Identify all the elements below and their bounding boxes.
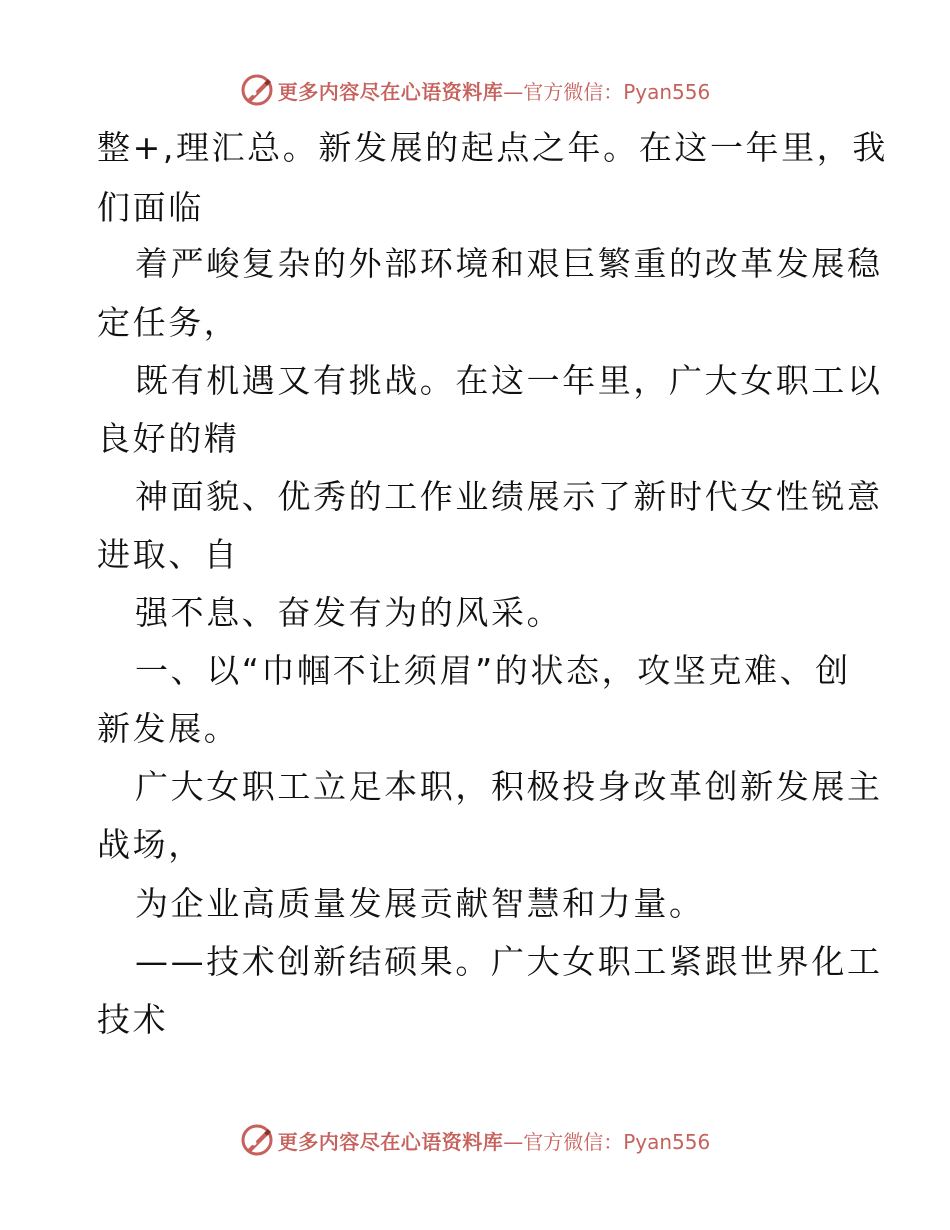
body-line: 一、以“巾帼不让须眉”的状态，攻坚克难、创 bbox=[135, 651, 851, 690]
body-line: 神面貌、优秀的工作业绩展示了新时代女性锐意 bbox=[135, 477, 883, 516]
body-line: 既有机遇又有挑战。在这一年里，广大女职工以 bbox=[135, 361, 883, 400]
header-banner bbox=[0, 70, 950, 110]
body-line: 良好的精 bbox=[97, 419, 240, 458]
body-line: 着严峻复杂的外部环境和艰巨繁重的改革发展稳 bbox=[135, 244, 883, 283]
header-banner-wechat: —官方微信：Pyan556 bbox=[503, 79, 711, 104]
body-line: 战场， bbox=[97, 825, 204, 864]
pen-logo-icon bbox=[240, 73, 274, 107]
body-line: ——技术创新结硕果。广大女职工紧跟世界化工 bbox=[135, 942, 883, 981]
body-line: 新发展。 bbox=[97, 709, 240, 748]
footer-banner-text: 更多内容尽在心语资料库 bbox=[277, 1129, 504, 1154]
pen-logo-icon bbox=[240, 1123, 274, 1157]
body-line: 定任务， bbox=[97, 303, 240, 342]
body-line: 强不息、奋发有为的风采。 bbox=[135, 593, 563, 632]
footer-banner bbox=[0, 1120, 950, 1160]
footer-banner-wechat: —官方微信：Pyan556 bbox=[503, 1129, 711, 1154]
header-banner-text: 更多内容尽在心语资料库 bbox=[277, 79, 504, 104]
body-line: 广大女职工立足本职，积极投身改革创新发展主 bbox=[135, 767, 883, 806]
body-line: 为企业高质量发展贡献智慧和力量。 bbox=[135, 884, 705, 923]
body-line: 进取、自 bbox=[97, 535, 240, 574]
body-line: 们面临 bbox=[97, 188, 204, 227]
body-line: 整+,理汇总。新发展的起点之年。在这一年里，我 bbox=[97, 128, 888, 167]
body-line: 技术 bbox=[97, 1000, 169, 1039]
